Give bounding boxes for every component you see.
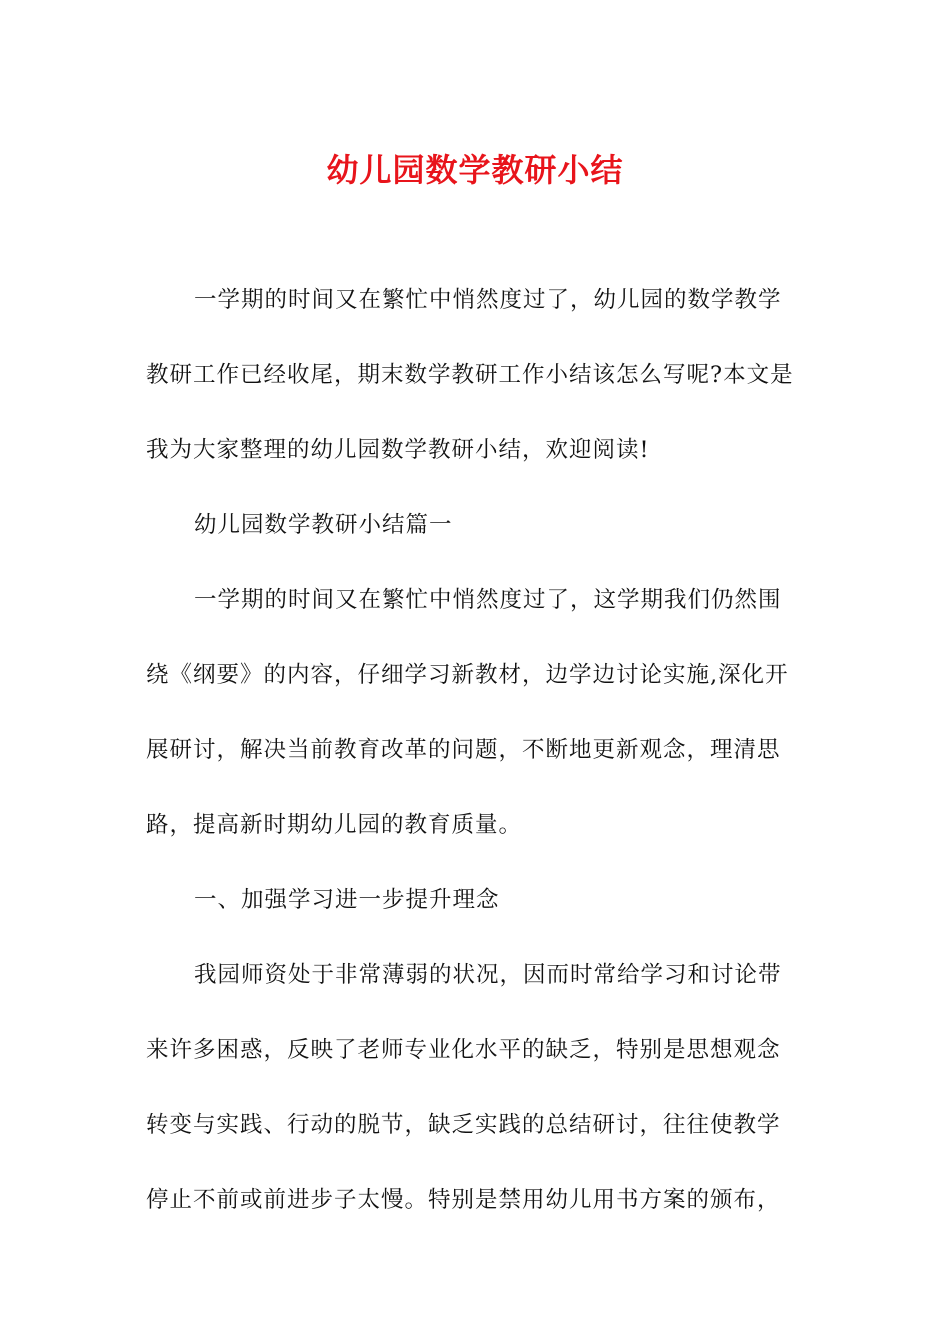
paragraph-line: 我为大家整理的幼儿园数学教研小结，欢迎阅读!	[146, 437, 650, 463]
paragraph-line: 停止不前或前进步子太慢。特别是禁用幼儿用书方案的颁布，	[146, 1187, 781, 1213]
paragraph-line: 展研讨，解决当前教育改革的问题，不断地更新观念，理清思	[146, 737, 781, 763]
section-heading: 幼儿园数学教研小结篇一	[194, 512, 453, 538]
paragraph-line: 路，提高新时期幼儿园的教育质量。	[146, 812, 523, 838]
paragraph-line: 一学期的时间又在繁忙中悄然度过了，这学期我们仍然围	[194, 587, 782, 613]
document-title: 幼儿园数学教研小结	[326, 151, 624, 189]
paragraph-line: 转变与实践、行动的脱节，缺乏实践的总结研讨，往往使教学	[146, 1112, 781, 1138]
paragraph-line: 教研工作已经收尾，期末数学教研工作小结该怎么写呢?本文是	[146, 362, 794, 388]
paragraph-line: 来许多困惑，反映了老师专业化水平的缺乏，特别是思想观念	[146, 1037, 781, 1063]
paragraph-line: 一学期的时间又在繁忙中悄然度过了，幼儿园的数学教学	[194, 287, 782, 313]
paragraph-line: 绕《纲要》的内容，仔细学习新教材，边学边讨论实施,深化开	[146, 662, 789, 688]
paragraph-line: 我园师资处于非常薄弱的状况，因而时常给学习和讨论带	[194, 962, 782, 988]
section-heading: 一、加强学习进一步提升理念	[194, 887, 500, 913]
